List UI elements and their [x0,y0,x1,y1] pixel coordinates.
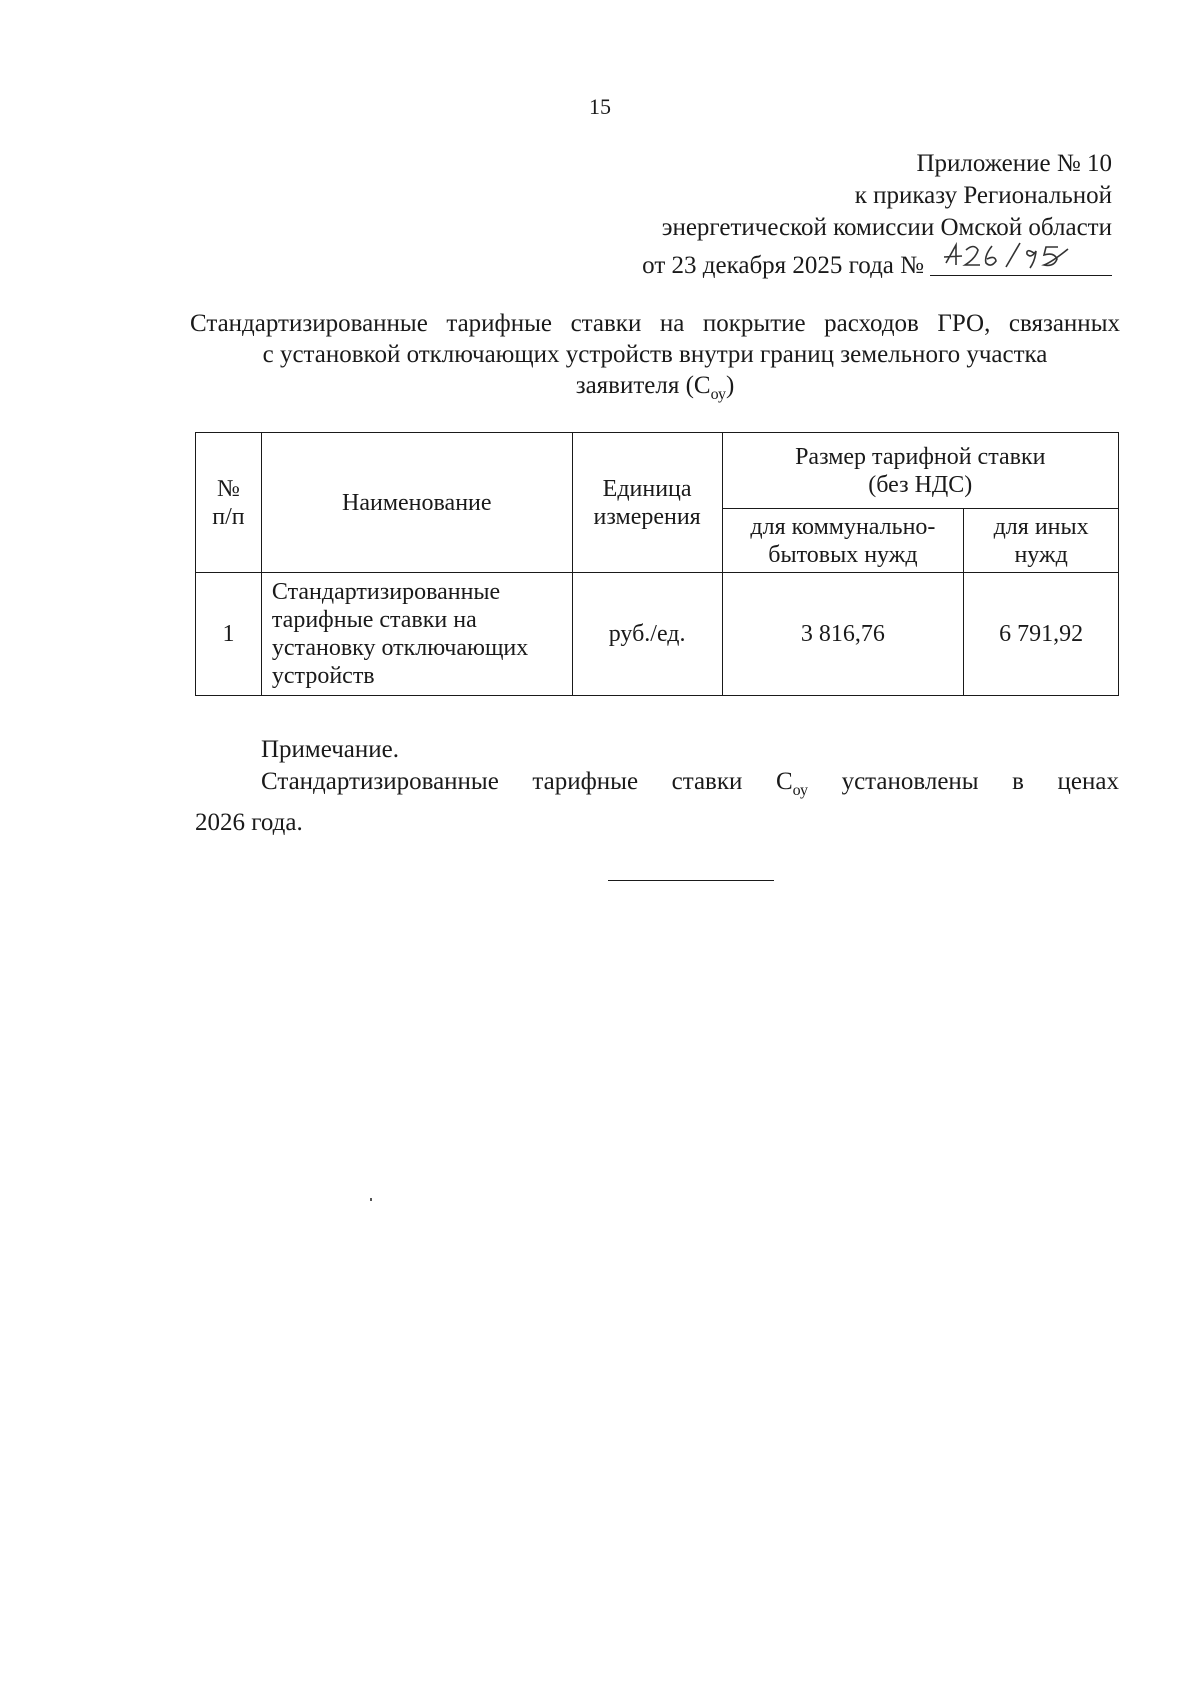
row-num: 1 [196,573,262,696]
header-rate: Размер тарифной ставки (без НДС) [722,433,1118,509]
header-other: для иных нужд [964,509,1119,573]
title-subscript: оу [710,386,726,403]
row-name: Стандартизированные тарифные ставки на установку отключающих устройств [261,573,572,696]
table-header-row [196,433,1119,509]
note-text: Стандартизированные тарифные ставки $С_{оу}$ установлены в ценах [261,768,1119,799]
end-divider [608,880,774,881]
appendix-title: Приложение № 10 [916,150,1112,177]
table-row [196,573,1119,696]
title-line-1: Стандартизированные тарифные ставки на покрытие расходов ГРО, связанных [190,310,1120,337]
document-title [190,308,1120,410]
row-household-rate: 3 816,76 [722,573,964,696]
note-text-line-2: 2026 года. [195,809,303,836]
scan-speck [370,1198,372,1201]
header-unit: Единица измерения [572,433,722,573]
handwritten-signature-icon [940,241,1080,273]
appendix-header [642,148,1112,282]
title-line-2: с установкой отключающих устройств внутри границ земельного участка [262,341,1048,368]
title-line-3-text: заявителя (С [575,372,711,399]
appendix-date: от 23 декабря 2025 года № [642,252,924,279]
header-num: № п/п [196,433,262,573]
title-line-3-end: ) [725,372,735,399]
tariff-table [195,432,1119,696]
header-household: для коммунально- бытовых нужд [722,509,964,573]
row-other-rate: 6 791,92 [964,573,1119,696]
title-line-3 [190,370,1120,410]
note-subscript: оу [792,782,809,799]
note-heading: Примечание. [261,736,400,763]
note-section [195,734,1119,839]
appendix-commission: энергетической комиссии Омской области [661,214,1112,241]
handwritten-order-number [930,247,1112,276]
page-number: 15 [589,94,611,119]
header-name: Наименование [261,433,572,573]
row-unit: руб./ед. [572,573,722,696]
appendix-date-line [642,244,1112,282]
appendix-order-ref: к приказу Региональной [854,182,1112,209]
